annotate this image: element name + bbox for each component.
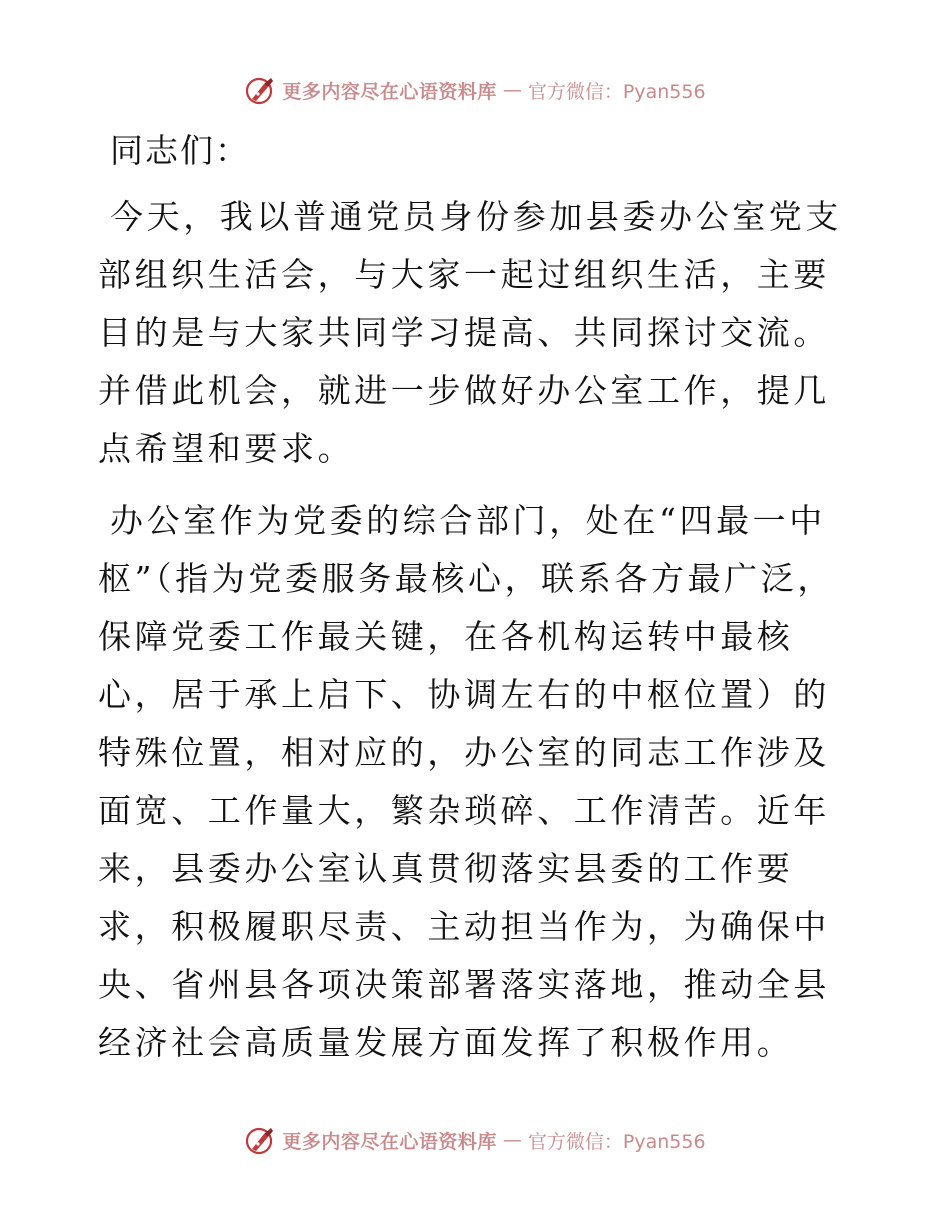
- pen-nib-circle-icon: [244, 1124, 276, 1156]
- banner-wechat: 官方微信：Pyan556: [527, 80, 706, 103]
- document-body: [98, 122, 848, 1086]
- footer-banner: [0, 1120, 950, 1160]
- banner-dash: —: [502, 79, 522, 101]
- pen-nib-circle-icon: [244, 74, 276, 106]
- banner-title: 更多内容尽在心语资料库: [282, 80, 497, 103]
- salutation: 同志们：: [110, 131, 250, 170]
- banner-dash: —: [502, 1129, 522, 1151]
- banner-wechat: 官方微信：Pyan556: [527, 1130, 706, 1153]
- paragraph-1: 今天，我以普通党员身份参加县委办公室党支部组织生活会，与大家一起过组织生活，主要目的是与大家共同学习提高、共同探讨交流。并借此机会，就进一步做好办公室工作，提几点希望和要求。: [98, 197, 842, 468]
- paragraph-2: 办公室作为党委的综合部门，处在“四最一中枢”（指为党委服务最核心，联系各方最广泛，保障党委工作最关键，在各机构运转中最核心，居于承上启下、协调左右的中枢位置）的特殊位置，相对应的，办公室的同志工作涉及面宽、工作量大，繁杂琐碎、工作清苦。近年来，县委办公室认真贯彻落实县委的工作要求，积极履职尽责、主动担当作为，为确保中央、省州县各项决策部署落实落地，推动全县经济社会高质量发展方面发挥了积极作用。: [98, 501, 834, 1062]
- banner-title: 更多内容尽在心语资料库: [282, 1130, 497, 1153]
- header-banner: [0, 70, 950, 110]
